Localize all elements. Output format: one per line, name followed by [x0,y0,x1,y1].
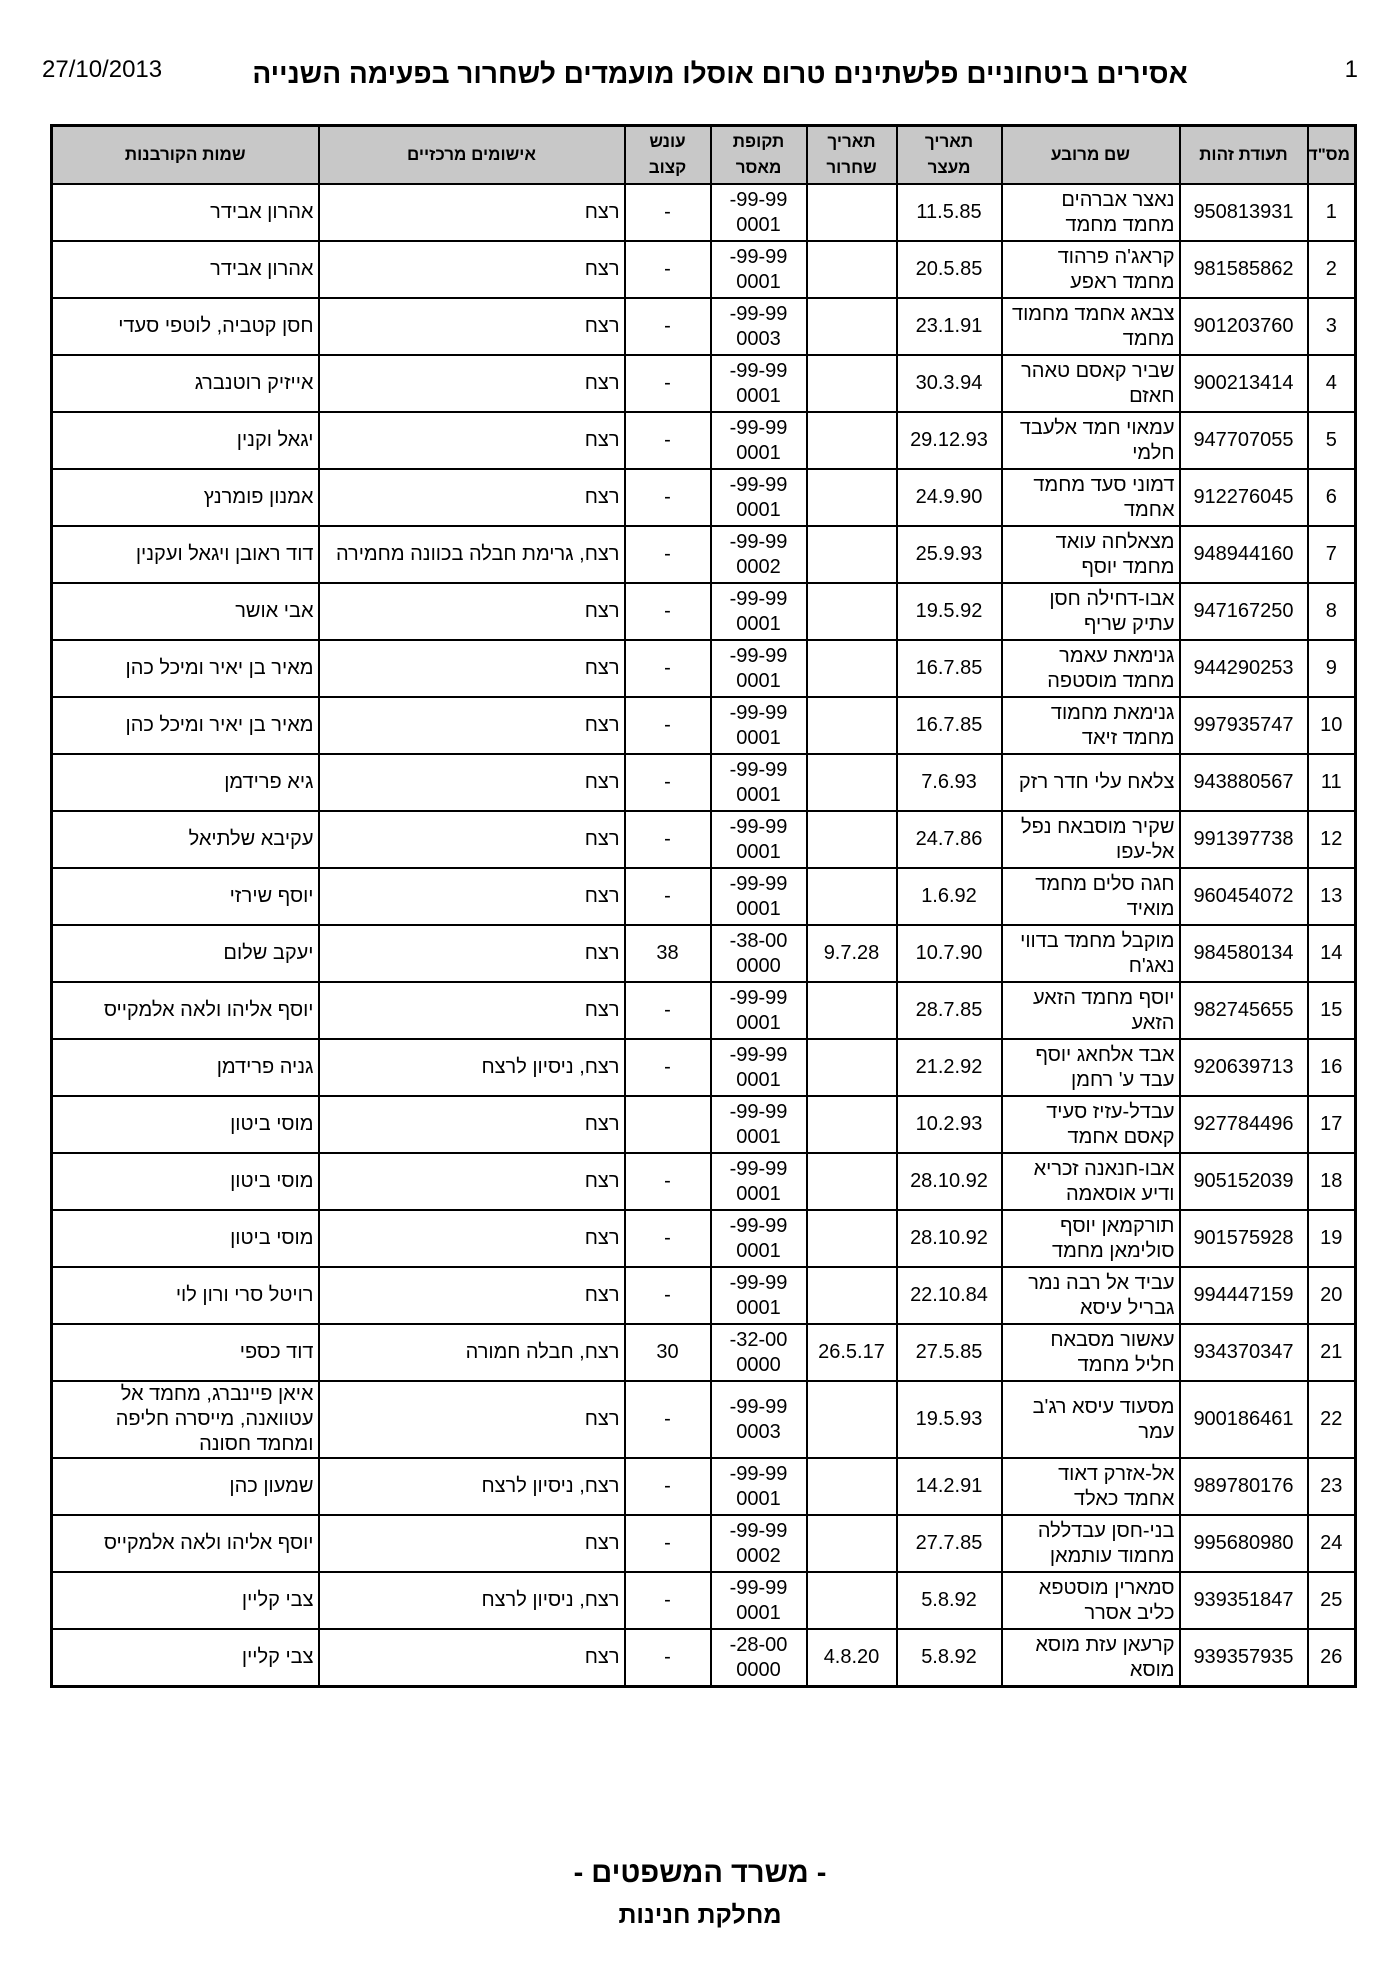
cell-victims: אהרון אבידר [52,184,319,241]
col-header-victims: שמות הקורבנות [52,126,319,185]
cell-name: מסעוד עיסא רג'ב עמר [1002,1381,1180,1458]
cell-num: 4 [1308,355,1356,412]
cell-id: 943880567 [1180,754,1308,811]
cell-period: -99-99 0001 [711,868,807,925]
cell-release-date [807,241,897,298]
cell-num: 21 [1308,1324,1356,1381]
cell-victims: יוסף אליהו ולאה אלמקייס [52,1515,319,1572]
cell-period: -99-99 0001 [711,811,807,868]
cell-victims: מאיר בן יאיר ומיכל כהן [52,697,319,754]
cell-id: 947167250 [1180,583,1308,640]
cell-id: 950813931 [1180,184,1308,241]
cell-arrest-date: 5.8.92 [897,1572,1002,1629]
cell-sentence: - [625,754,711,811]
cell-release-date [807,754,897,811]
cell-id: 991397738 [1180,811,1308,868]
cell-arrest-date: 27.5.85 [897,1324,1002,1381]
cell-charges: רצח, גרימת חבלה בכוונה מחמירה [319,526,625,583]
cell-arrest-date: 24.7.86 [897,811,1002,868]
cell-victims: צבי קליין [52,1572,319,1629]
cell-victims: צבי קליין [52,1629,319,1687]
cell-victims: דוד ראובן ויגאל ועקנין [52,526,319,583]
cell-sentence: - [625,583,711,640]
cell-release-date [807,583,897,640]
cell-period: -99-99 0001 [711,982,807,1039]
cell-name: קראג'ה פרהוד מחמד ראפע [1002,241,1180,298]
cell-name: דמוני סעד מחמד אחמד [1002,469,1180,526]
cell-victims: יעקב שלום [52,925,319,982]
cell-charges: רצח [319,1267,625,1324]
cell-period: -99-99 0001 [711,640,807,697]
cell-id: 997935747 [1180,697,1308,754]
cell-id: 900186461 [1180,1381,1308,1458]
cell-id: 939357935 [1180,1629,1308,1687]
cell-release-date [807,1210,897,1267]
cell-arrest-date: 5.8.92 [897,1629,1002,1687]
cell-release-date [807,640,897,697]
cell-name: מוקבל מחמד בדווי נאג'ח [1002,925,1180,982]
cell-num: 25 [1308,1572,1356,1629]
cell-name: אבד אלחאג יוסף עבד ע' רחמן [1002,1039,1180,1096]
cell-id: 981585862 [1180,241,1308,298]
cell-period: -99-99 0002 [711,1515,807,1572]
table-row [52,355,1356,412]
cell-period: -99-99 0003 [711,298,807,355]
table-row [52,1572,1356,1629]
cell-sentence: - [625,241,711,298]
col-header-release-date: תאריך שחרור [807,126,897,185]
cell-release-date [807,1153,897,1210]
cell-name: סמארין מוסטפא כליב אסרר [1002,1572,1180,1629]
cell-num: 14 [1308,925,1356,982]
cell-arrest-date: 21.2.92 [897,1039,1002,1096]
prisoners-table [50,124,1357,1688]
cell-charges: רצח [319,754,625,811]
footer-department: מחלקת חנינות [618,1901,782,1929]
table-row [52,1210,1356,1267]
cell-release-date [807,811,897,868]
cell-charges: רצח [319,1153,625,1210]
cell-num: 17 [1308,1096,1356,1153]
cell-id: 960454072 [1180,868,1308,925]
cell-charges: רצח [319,355,625,412]
cell-victims: יגאל וקנין [52,412,319,469]
cell-id: 927784496 [1180,1096,1308,1153]
table-row [52,1324,1356,1381]
cell-id: 939351847 [1180,1572,1308,1629]
cell-sentence: - [625,1039,711,1096]
table-row [52,1381,1356,1458]
table-header-row [52,126,1356,185]
cell-arrest-date: 10.7.90 [897,925,1002,982]
cell-id: 982745655 [1180,982,1308,1039]
cell-num: 13 [1308,868,1356,925]
cell-charges: רצח, ניסיון לרצח [319,1039,625,1096]
cell-name: חגה סלים מחמד מואיד [1002,868,1180,925]
table-row [52,1629,1356,1687]
cell-victims: מאיר בן יאיר ומיכל כהן [52,640,319,697]
cell-id: 947707055 [1180,412,1308,469]
cell-victims: אהרון אבידר [52,241,319,298]
cell-period: -99-99 0001 [711,697,807,754]
cell-num: 5 [1308,412,1356,469]
cell-id: 944290253 [1180,640,1308,697]
cell-victims: יוסף שירזי [52,868,319,925]
table-row [52,526,1356,583]
cell-victims: גיא פרידמן [52,754,319,811]
cell-charges: רצח [319,1210,625,1267]
cell-num: 10 [1308,697,1356,754]
cell-period: -99-99 0001 [711,241,807,298]
cell-id: 948944160 [1180,526,1308,583]
cell-name: גנימאת מחמוד מחמד זיאד [1002,697,1180,754]
table-row [52,1153,1356,1210]
cell-sentence: - [625,1458,711,1515]
cell-num: 8 [1308,583,1356,640]
cell-release-date [807,184,897,241]
table-row [52,1515,1356,1572]
cell-victims: מוסי ביטון [52,1153,319,1210]
cell-victims: איאן פיינברג, מחמד אל עטוואנה, מייסרה חליפה ומחמד חסונה [52,1381,319,1458]
cell-name: עאשור מסבאח חליל מחמד [1002,1324,1180,1381]
cell-arrest-date: 7.6.93 [897,754,1002,811]
cell-name: בני-חסן עבדללה מחמוד עותמאן [1002,1515,1180,1572]
col-header-num: מס"ד [1308,126,1356,185]
cell-charges: רצח [319,469,625,526]
cell-name: קרעאן עזת מוסא מוסא [1002,1629,1180,1687]
cell-num: 3 [1308,298,1356,355]
cell-sentence: - [625,412,711,469]
cell-sentence: - [625,982,711,1039]
table-row [52,811,1356,868]
cell-period: -38-00 0000 [711,925,807,982]
table-row [52,982,1356,1039]
cell-sentence: - [625,640,711,697]
cell-victims: שמעון כהן [52,1458,319,1515]
cell-charges: רצח [319,241,625,298]
cell-num: 11 [1308,754,1356,811]
cell-num: 24 [1308,1515,1356,1572]
cell-name: תורקמאן יוסף סולימאן מחמד [1002,1210,1180,1267]
cell-release-date [807,697,897,754]
col-header-charges: אישומים מרכזיים [319,126,625,185]
table-row [52,754,1356,811]
cell-arrest-date: 27.7.85 [897,1515,1002,1572]
cell-num: 16 [1308,1039,1356,1096]
page-title: אסירים ביטחוניים פלשתינים טרום אוסלו מועמדים לשחרור בפעימה השנייה [252,58,1188,89]
cell-sentence: - [625,1210,711,1267]
cell-release-date [807,868,897,925]
cell-num: 20 [1308,1267,1356,1324]
cell-arrest-date: 22.10.84 [897,1267,1002,1324]
table-row [52,1458,1356,1515]
cell-period: -99-99 0001 [711,1039,807,1096]
cell-sentence: - [625,811,711,868]
cell-period: -99-99 0001 [711,1572,807,1629]
cell-name: יוסף מחמד הזאע הזאע [1002,982,1180,1039]
col-header-name: שם מרובע [1002,126,1180,185]
cell-sentence: 38 [625,925,711,982]
cell-id: 989780176 [1180,1458,1308,1515]
cell-period: -99-99 0001 [711,412,807,469]
cell-release-date [807,982,897,1039]
cell-sentence: - [625,868,711,925]
cell-victims: מוסי ביטון [52,1096,319,1153]
table-row [52,298,1356,355]
footer-ministry: - משרד המשפטים - [573,1857,827,1889]
cell-num: 9 [1308,640,1356,697]
table-row [52,469,1356,526]
table-row [52,868,1356,925]
cell-name: שקיר מוסבאח נפל אל-עפו [1002,811,1180,868]
cell-period: -99-99 0001 [711,469,807,526]
table-row [52,1039,1356,1096]
cell-victims: אמנון פומרנץ [52,469,319,526]
cell-sentence [625,1096,711,1153]
cell-period: -28-00 0000 [711,1629,807,1687]
cell-arrest-date: 28.7.85 [897,982,1002,1039]
cell-victims: רויטל סרי ורון לוי [52,1267,319,1324]
cell-victims: חסן קטביה, לוטפי סעדי [52,298,319,355]
cell-num: 26 [1308,1629,1356,1687]
cell-id: 912276045 [1180,469,1308,526]
cell-arrest-date: 28.10.92 [897,1210,1002,1267]
cell-charges: רצח, ניסיון לרצח [319,1458,625,1515]
cell-release-date [807,1039,897,1096]
cell-arrest-date: 30.3.94 [897,355,1002,412]
cell-sentence: - [625,469,711,526]
cell-charges: רצח [319,925,625,982]
cell-id: 905152039 [1180,1153,1308,1210]
cell-id: 994447159 [1180,1267,1308,1324]
cell-arrest-date: 10.2.93 [897,1096,1002,1153]
cell-release-date: 4.8.20 [807,1629,897,1687]
col-header-arrest-date: תאריך מעצר [897,126,1002,185]
cell-arrest-date: 23.1.91 [897,298,1002,355]
cell-charges: רצח [319,298,625,355]
cell-charges: רצח [319,640,625,697]
table-body [52,184,1356,1687]
cell-name: צלאח עלי חדר רזק [1002,754,1180,811]
cell-arrest-date: 28.10.92 [897,1153,1002,1210]
cell-period: -99-99 0001 [711,1267,807,1324]
page-number: 1 [1344,56,1358,83]
cell-charges: רצח [319,811,625,868]
cell-sentence: 30 [625,1324,711,1381]
cell-num: 12 [1308,811,1356,868]
cell-period: -99-99 0003 [711,1381,807,1458]
cell-release-date [807,298,897,355]
cell-period: -99-99 0001 [711,1096,807,1153]
cell-name: אל-אזרק דאוד אחמד כאלד [1002,1458,1180,1515]
cell-sentence: - [625,298,711,355]
cell-num: 2 [1308,241,1356,298]
cell-charges: רצח [319,868,625,925]
cell-num: 19 [1308,1210,1356,1267]
cell-victims: דוד כספי [52,1324,319,1381]
cell-num: 7 [1308,526,1356,583]
col-header-period: תקופת מאסר [711,126,807,185]
cell-id: 920639713 [1180,1039,1308,1096]
cell-charges: רצח [319,1515,625,1572]
cell-release-date [807,1458,897,1515]
table-row [52,583,1356,640]
cell-id: 900213414 [1180,355,1308,412]
cell-victims: עקיבא שלתיאל [52,811,319,868]
cell-arrest-date: 14.2.91 [897,1458,1002,1515]
cell-sentence: - [625,697,711,754]
col-header-sentence: עונש קצוב [625,126,711,185]
cell-num: 6 [1308,469,1356,526]
cell-sentence: - [625,355,711,412]
cell-name: נאצר אברהים מחמד מחמד [1002,184,1180,241]
cell-arrest-date: 19.5.93 [897,1381,1002,1458]
cell-name: מצאלחה עואד מחמד יוסף [1002,526,1180,583]
cell-sentence: - [625,1572,711,1629]
cell-sentence: - [625,1629,711,1687]
cell-id: 995680980 [1180,1515,1308,1572]
cell-release-date [807,355,897,412]
cell-release-date: 9.7.28 [807,925,897,982]
cell-arrest-date: 1.6.92 [897,868,1002,925]
table-row [52,925,1356,982]
cell-charges: רצח [319,1096,625,1153]
cell-arrest-date: 11.5.85 [897,184,1002,241]
cell-id: 934370347 [1180,1324,1308,1381]
cell-release-date [807,1515,897,1572]
cell-release-date [807,1381,897,1458]
cell-release-date [807,1267,897,1324]
cell-id: 984580134 [1180,925,1308,982]
cell-name: אבו-דחילה חסן עתיק שריף [1002,583,1180,640]
cell-release-date [807,412,897,469]
cell-charges: רצח [319,1381,625,1458]
cell-victims: אבי אושר [52,583,319,640]
cell-period: -99-99 0001 [711,583,807,640]
cell-period: -99-99 0001 [711,754,807,811]
cell-period: -32-00 0000 [711,1324,807,1381]
table-row [52,241,1356,298]
cell-charges: רצח, חבלה חמורה [319,1324,625,1381]
cell-sentence: - [625,1267,711,1324]
table-row [52,1267,1356,1324]
table-row [52,640,1356,697]
cell-arrest-date: 16.7.85 [897,697,1002,754]
cell-sentence: - [625,1153,711,1210]
cell-arrest-date: 19.5.92 [897,583,1002,640]
cell-name: עבדל-עזיז סעיד קאסם אחמד [1002,1096,1180,1153]
cell-arrest-date: 25.9.93 [897,526,1002,583]
cell-name: עביד אל רבה נמר גבריל עיסא [1002,1267,1180,1324]
cell-sentence: - [625,526,711,583]
cell-charges: רצח [319,412,625,469]
cell-period: -99-99 0001 [711,355,807,412]
cell-num: 15 [1308,982,1356,1039]
cell-arrest-date: 20.5.85 [897,241,1002,298]
cell-num: 1 [1308,184,1356,241]
cell-release-date [807,1096,897,1153]
cell-victims: אייזיק רוטנברג [52,355,319,412]
cell-arrest-date: 16.7.85 [897,640,1002,697]
cell-period: -99-99 0002 [711,526,807,583]
document-date: 27/10/2013 [42,56,163,83]
cell-sentence: - [625,184,711,241]
table-row [52,1096,1356,1153]
cell-period: -99-99 0001 [711,1153,807,1210]
cell-id: 901203760 [1180,298,1308,355]
table-row [52,412,1356,469]
table-row [52,697,1356,754]
cell-name: גנימאת עאמר מחמד מוסטפה [1002,640,1180,697]
cell-release-date [807,469,897,526]
cell-release-date [807,1572,897,1629]
cell-charges: רצח [319,1629,625,1687]
cell-sentence: - [625,1515,711,1572]
cell-arrest-date: 24.9.90 [897,469,1002,526]
cell-name: צבאג אחמד מחמוד מחמד [1002,298,1180,355]
cell-period: -99-99 0001 [711,1210,807,1267]
cell-charges: רצח [319,697,625,754]
cell-victims: מוסי ביטון [52,1210,319,1267]
cell-num: 22 [1308,1381,1356,1458]
cell-charges: רצח [319,982,625,1039]
cell-arrest-date: 29.12.93 [897,412,1002,469]
table-row [52,184,1356,241]
col-header-id: תעודת זהות [1180,126,1308,185]
cell-name: אבו-חנאנה זכריא ודיע אוסאמה [1002,1153,1180,1210]
cell-period: -99-99 0001 [711,1458,807,1515]
cell-num: 23 [1308,1458,1356,1515]
cell-charges: רצח [319,184,625,241]
cell-release-date [807,526,897,583]
cell-release-date: 26.5.17 [807,1324,897,1381]
cell-name: שביר קאסם טאהר חאזם [1002,355,1180,412]
cell-name: עמאוי חמד אלעבד חלמי [1002,412,1180,469]
cell-period: -99-99 0001 [711,184,807,241]
cell-charges: רצח, ניסיון לרצח [319,1572,625,1629]
cell-sentence: - [625,1381,711,1458]
cell-victims: יוסף אליהו ולאה אלמקייס [52,982,319,1039]
cell-id: 901575928 [1180,1210,1308,1267]
cell-victims: גניה פרידמן [52,1039,319,1096]
cell-charges: רצח [319,583,625,640]
cell-num: 18 [1308,1153,1356,1210]
